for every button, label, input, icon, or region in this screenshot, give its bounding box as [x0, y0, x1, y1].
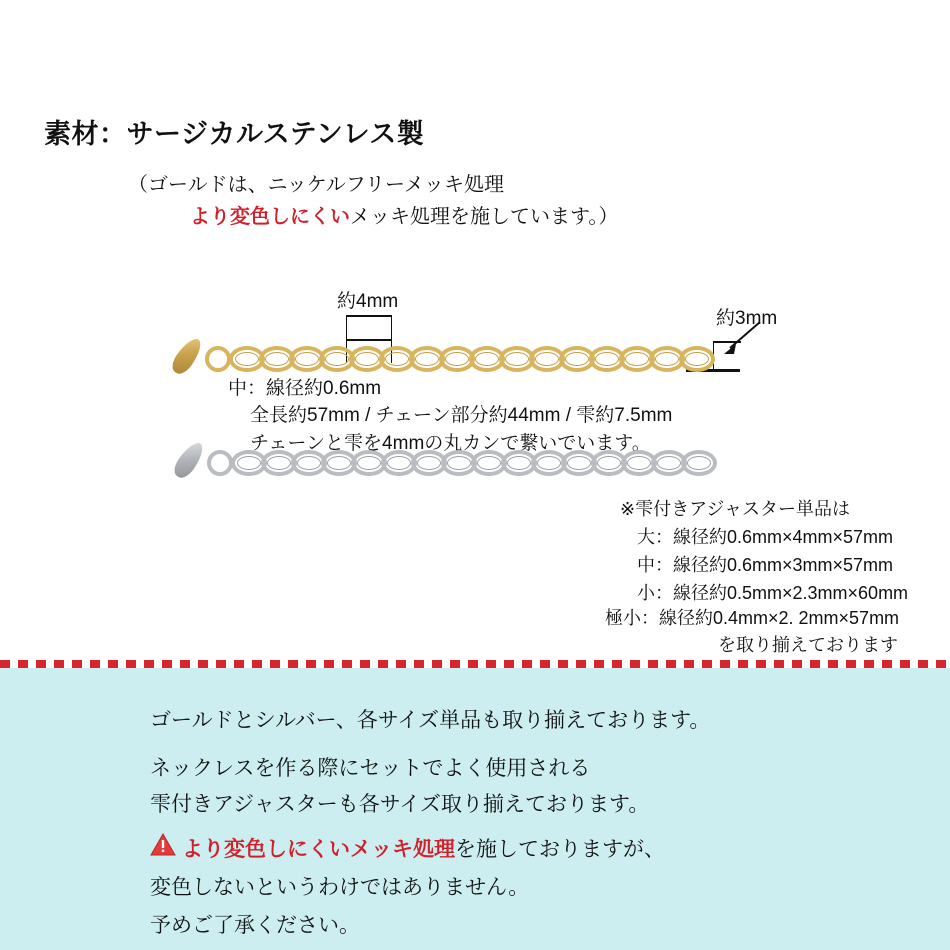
- size-row-value: 線径約0.5mm×2.3mm×60mm: [673, 583, 909, 603]
- panel-line-4-highlight: より変色しにくいメッキ処理: [182, 838, 455, 861]
- chain-link: [681, 450, 717, 476]
- size-row-value: 線径約0.6mm×4mm×57mm: [673, 527, 894, 547]
- spec-line-1: 中：線径約0.6mm: [228, 378, 382, 399]
- size-note-heading: ※雫付きアジャスター単品は: [620, 499, 851, 519]
- gold-jump-ring: [205, 346, 231, 372]
- warning-triangle-icon: [150, 833, 176, 856]
- size-note-tail: を取り揃えております: [718, 635, 898, 655]
- page-title: 素材：サージカルステンレス製: [44, 119, 425, 149]
- spec-line-2: 全長約57mm / チェーン部分約44mm / 雫約7.5mm: [250, 405, 673, 426]
- panel-line-2: ネックレスを作る際にセットでよく使用される: [150, 757, 591, 780]
- spec-line-3: チェーンと雫を4mmの丸カンで繋いでいます。: [250, 433, 651, 454]
- dotted-divider: [0, 660, 950, 668]
- silver-drop-charm: [170, 438, 208, 481]
- panel-line-4-rest: を施しておりますが、: [455, 838, 665, 861]
- dimension-top-4mm: [346, 315, 392, 317]
- size-row-large: [637, 523, 893, 549]
- panel-line-5: 変色しないというわけではありません。: [150, 876, 530, 899]
- chain-link: [679, 346, 715, 372]
- size-row-value: 線径約0.4mm×2. 2mm×57mm: [659, 608, 900, 628]
- size-row-key: 大：: [637, 527, 673, 547]
- size-row-extra-small: [605, 604, 899, 630]
- dimension-span-4mm: [346, 339, 392, 341]
- plating-note-highlight: より変色しにくい: [190, 206, 350, 228]
- dimension-arrow-3mm: [720, 318, 764, 360]
- size-row-small: [637, 579, 908, 605]
- plating-note-line1: （ゴールドは、ニッケルフリーメッキ処理: [128, 174, 504, 196]
- panel-line-4: [182, 833, 665, 863]
- size-row-key: 中：: [637, 555, 673, 575]
- size-row-value: 線径約0.6mm×3mm×57mm: [673, 555, 894, 575]
- plating-note-line2: [190, 200, 618, 229]
- size-row-medium: [637, 551, 893, 577]
- size-row-key: 極小：: [605, 608, 659, 628]
- panel-line-6: 予めご了承ください。: [150, 914, 360, 937]
- bottom-info-panel: [0, 668, 950, 950]
- panel-line-3: 雫付きアジャスターも各サイズ取り揃えております。: [150, 793, 650, 816]
- gold-drop-charm: [168, 334, 206, 377]
- silver-jump-ring: [207, 450, 233, 476]
- dimension-label-3mm: 約3mm: [716, 308, 778, 329]
- plating-note-rest: メッキ処理を施しています。）: [350, 206, 619, 228]
- size-row-key: 小：: [637, 583, 673, 603]
- dimension-label-4mm: 約4mm: [337, 291, 399, 312]
- panel-line-1: ゴールドとシルバー、各サイズ単品も取り揃えております。: [150, 709, 711, 732]
